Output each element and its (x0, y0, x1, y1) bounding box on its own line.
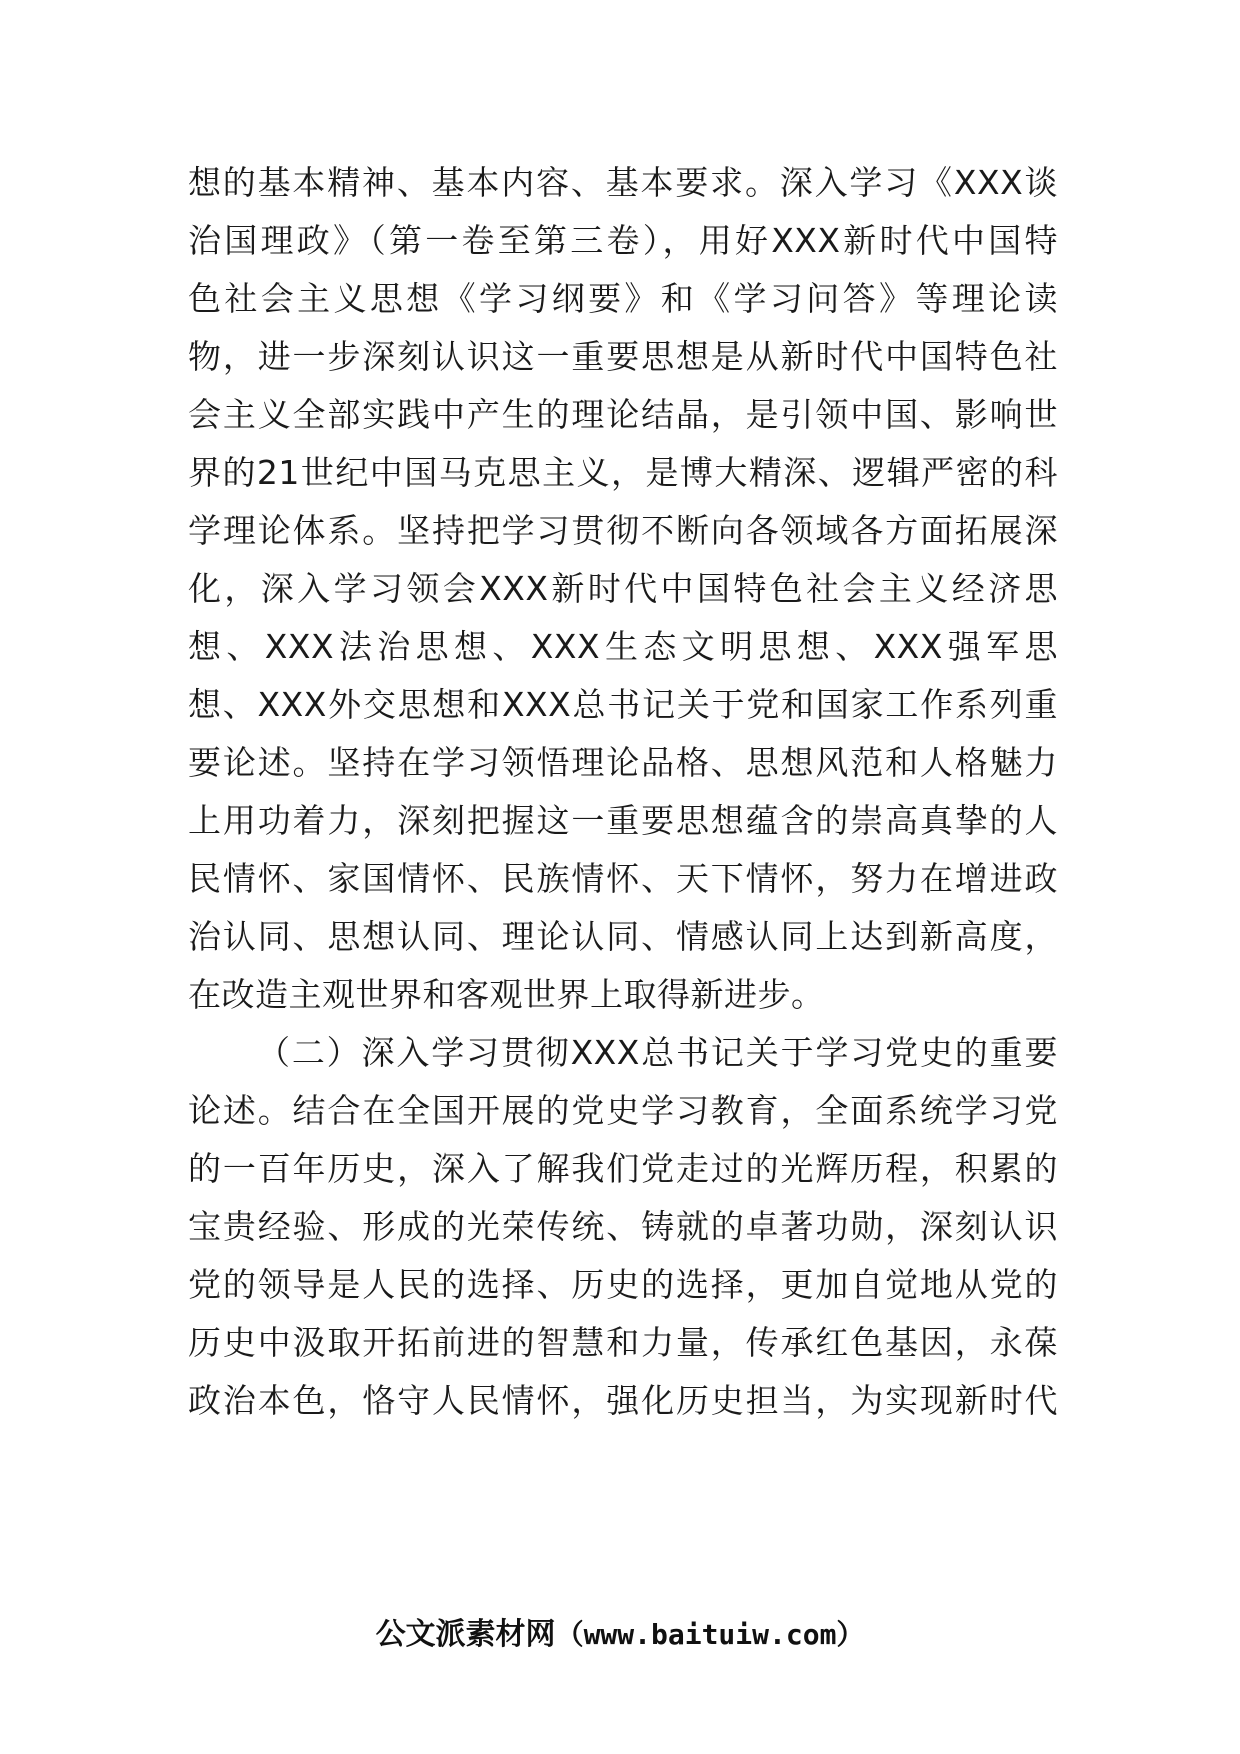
text-line: 历史中汲取开拓前进的智慧和力量，传承红色基因，永葆 (188, 1323, 1058, 1362)
text-line: 治认同、思想认同、理论认同、情感认同上达到新高度， (188, 917, 1058, 956)
text-line: 要论述。坚持在学习领悟理论品格、思想风范和人格魅力 (188, 743, 1058, 782)
footer-site-url: （www.baituiw.com） (555, 1618, 865, 1651)
text-line: 物，进一步深刻认识这一重要思想是从新时代中国特色社 (188, 337, 1058, 376)
text-line: 想、XXX法治思想、XXX生态文明思想、XXX强军思 (188, 627, 1058, 666)
text-line: 界的21世纪中国马克思主义，是博大精深、逻辑严密的科 (188, 453, 1058, 492)
page-footer (0, 1615, 1240, 1655)
text-line: 论述。结合在全国开展的党史学习教育，全面系统学习党 (188, 1091, 1058, 1130)
text-line: 政治本色，恪守人民情怀，强化历史担当，为实现新时代 (188, 1381, 1058, 1420)
text-line: 的一百年历史，深入了解我们党走过的光辉历程，积累的 (188, 1149, 1058, 1188)
text-line: 治国理政》（第一卷至第三卷），用好XXX新时代中国特 (188, 221, 1058, 260)
text-line: 在改造主观世界和客观世界上取得新进步。 (188, 975, 825, 1014)
text-line: 会主义全部实践中产生的理论结晶，是引领中国、影响世 (188, 395, 1058, 434)
text-line: 色社会主义思想《学习纲要》和《学习问答》等理论读 (188, 279, 1058, 318)
text-line: 化，深入学习领会XXX新时代中国特色社会主义经济思 (188, 569, 1058, 608)
text-line: 民情怀、家国情怀、民族情怀、天下情怀，努力在增进政 (188, 859, 1058, 898)
text-line: 党的领导是人民的选择、历史的选择，更加自觉地从党的 (188, 1265, 1058, 1304)
footer-site-name: 公文派素材网 (375, 1617, 556, 1652)
text-line: 宝贵经验、形成的光荣传统、铸就的卓著功勋，深刻认识 (188, 1207, 1058, 1246)
text-line: 想的基本精神、基本内容、基本要求。深入学习《XXX谈 (188, 163, 1058, 202)
text-line: 想、XXX外交思想和XXX总书记关于党和国家工作系列重 (188, 685, 1058, 724)
section-heading-line: （二）深入学习贯彻XXX总书记关于学习党史的重要 (257, 1033, 1058, 1072)
text-line: 学理论体系。坚持把学习贯彻不断向各领域各方面拓展深 (188, 511, 1058, 550)
text-line: 上用功着力，深刻把握这一重要思想蕴含的崇高真挚的人 (188, 801, 1058, 840)
